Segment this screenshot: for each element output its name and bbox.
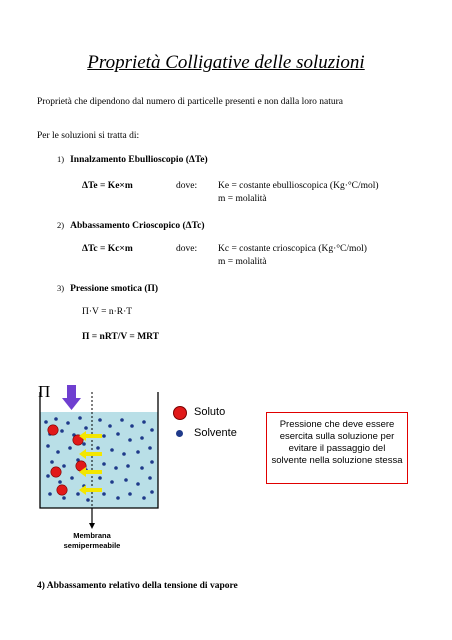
solute-legend-marker xyxy=(173,406,187,420)
item-3-formula-1: Π·V = n·R·T xyxy=(82,307,133,317)
pi-symbol: Π xyxy=(38,382,51,401)
item-1-formula: ΔTe = Ke×m xyxy=(82,181,133,191)
solvent-particle xyxy=(136,482,140,486)
solvent-particle xyxy=(76,492,80,496)
solvent-particle xyxy=(46,474,50,478)
solvent-particle xyxy=(150,428,154,432)
solvent-particle xyxy=(120,418,124,422)
solvent-particle xyxy=(142,496,146,500)
pressure-explanation-box: Pressione che deve essere esercita sulla soluzione per evitare il passaggio del solvente nella soluzione stessa xyxy=(266,412,408,484)
solvent-particle xyxy=(102,462,106,466)
solvent-particle xyxy=(140,436,144,440)
item-1-title: Innalzamento Ebullioscopio (ΔTe) xyxy=(70,155,208,165)
solvent-particle xyxy=(96,446,100,450)
solvent-particle xyxy=(114,466,118,470)
membrane-label-line-2: semipermeabile xyxy=(63,541,121,550)
item-1-number: 1) xyxy=(57,154,65,164)
item-2-formula: ΔTc = Kc×m xyxy=(82,244,133,254)
solvent-particle xyxy=(102,434,106,438)
solvent-particle xyxy=(68,446,72,450)
item-3-title: Pressione smotica (Π) xyxy=(70,284,159,294)
membrane-label xyxy=(42,531,142,551)
solvent-particle xyxy=(122,452,126,456)
solvent-particle xyxy=(130,424,134,428)
item-2-heading xyxy=(57,220,204,231)
water-fill xyxy=(40,412,158,508)
solvent-particle xyxy=(140,466,144,470)
solvent-particle xyxy=(110,448,114,452)
item-4-heading: 4) Abbassamento relativo della tensione di vapore xyxy=(37,581,238,591)
solvent-particle xyxy=(50,460,54,464)
solvent-particle xyxy=(128,492,132,496)
solvent-particle xyxy=(148,446,152,450)
solvent-particle xyxy=(84,426,88,430)
item-2-title: Abbassamento Crioscopico (ΔTc) xyxy=(70,221,205,231)
item-2-dove: dove: xyxy=(176,244,198,254)
solvent-particle xyxy=(58,480,62,484)
membrane-pointer-head xyxy=(89,523,95,529)
membrane-label-line-1: Membrana xyxy=(73,531,111,540)
solvent-particle xyxy=(46,444,50,448)
solute-legend-label: Soluto xyxy=(194,406,226,418)
solvent-particle xyxy=(116,432,120,436)
solvent-particle xyxy=(48,492,52,496)
solvent-particle xyxy=(108,424,112,428)
pi-arrow-shaft xyxy=(67,385,76,398)
pi-arrow-head xyxy=(62,398,81,410)
item-3-number: 3) xyxy=(57,283,65,293)
item-3-heading xyxy=(57,283,158,294)
solvent-particle xyxy=(150,460,154,464)
page-title: Proprietà Colligative delle soluzioni xyxy=(87,52,365,73)
solvent-legend-marker xyxy=(176,430,183,437)
solvent-particle xyxy=(56,450,60,454)
solvent-particle xyxy=(148,476,152,480)
solvent-particle xyxy=(78,416,82,420)
solvent-legend-label: Solvente xyxy=(194,427,237,439)
solvent-particle xyxy=(128,438,132,442)
solvent-particle xyxy=(110,480,114,484)
solvent-particle xyxy=(102,492,106,496)
solvent-particle xyxy=(66,421,70,425)
item-1-dove: dove: xyxy=(176,181,198,191)
item-1-def-m: m = molalità xyxy=(218,194,267,204)
osmosis-svg xyxy=(34,382,164,552)
solvent-particle xyxy=(126,464,130,468)
solvent-particle xyxy=(142,420,146,424)
flow-arrow-shaft xyxy=(86,452,102,456)
item-3-formula-2: Π = nRT/V = MRT xyxy=(82,332,160,342)
lead-text: Per le soluzioni si tratta di: xyxy=(37,131,140,141)
item-2-def-m: m = molalità xyxy=(218,257,267,267)
item-1-heading xyxy=(57,154,208,165)
solvent-particle xyxy=(70,476,74,480)
solvent-particle xyxy=(54,417,58,421)
solvent-particle xyxy=(62,464,66,468)
intro-text: Proprietà che dipendono dal numero di particelle presenti e non dalla loro natura xyxy=(37,97,344,107)
solvent-particle xyxy=(136,450,140,454)
item-2-def-k: Kc = costante crioscopica (Kg·°C/mol) xyxy=(218,244,367,254)
flow-arrow-shaft xyxy=(86,434,102,438)
solute-particle xyxy=(51,467,61,477)
solvent-particle xyxy=(60,429,64,433)
item-2-number: 2) xyxy=(57,220,65,230)
solvent-particle xyxy=(98,418,102,422)
solvent-particle xyxy=(44,420,48,424)
solute-particle xyxy=(48,425,58,435)
solvent-particle xyxy=(62,496,66,500)
solvent-particle xyxy=(150,490,154,494)
osmosis-diagram xyxy=(34,382,164,552)
solvent-particle xyxy=(116,496,120,500)
solvent-particle xyxy=(86,498,90,502)
solute-particle xyxy=(57,485,67,495)
solvent-particle xyxy=(124,478,128,482)
item-1-def-k: Ke = costante ebullioscopica (Kg·°C/mol) xyxy=(218,181,379,191)
flow-arrow-shaft xyxy=(86,488,102,492)
flow-arrow-shaft xyxy=(86,470,102,474)
solvent-particle xyxy=(98,476,102,480)
